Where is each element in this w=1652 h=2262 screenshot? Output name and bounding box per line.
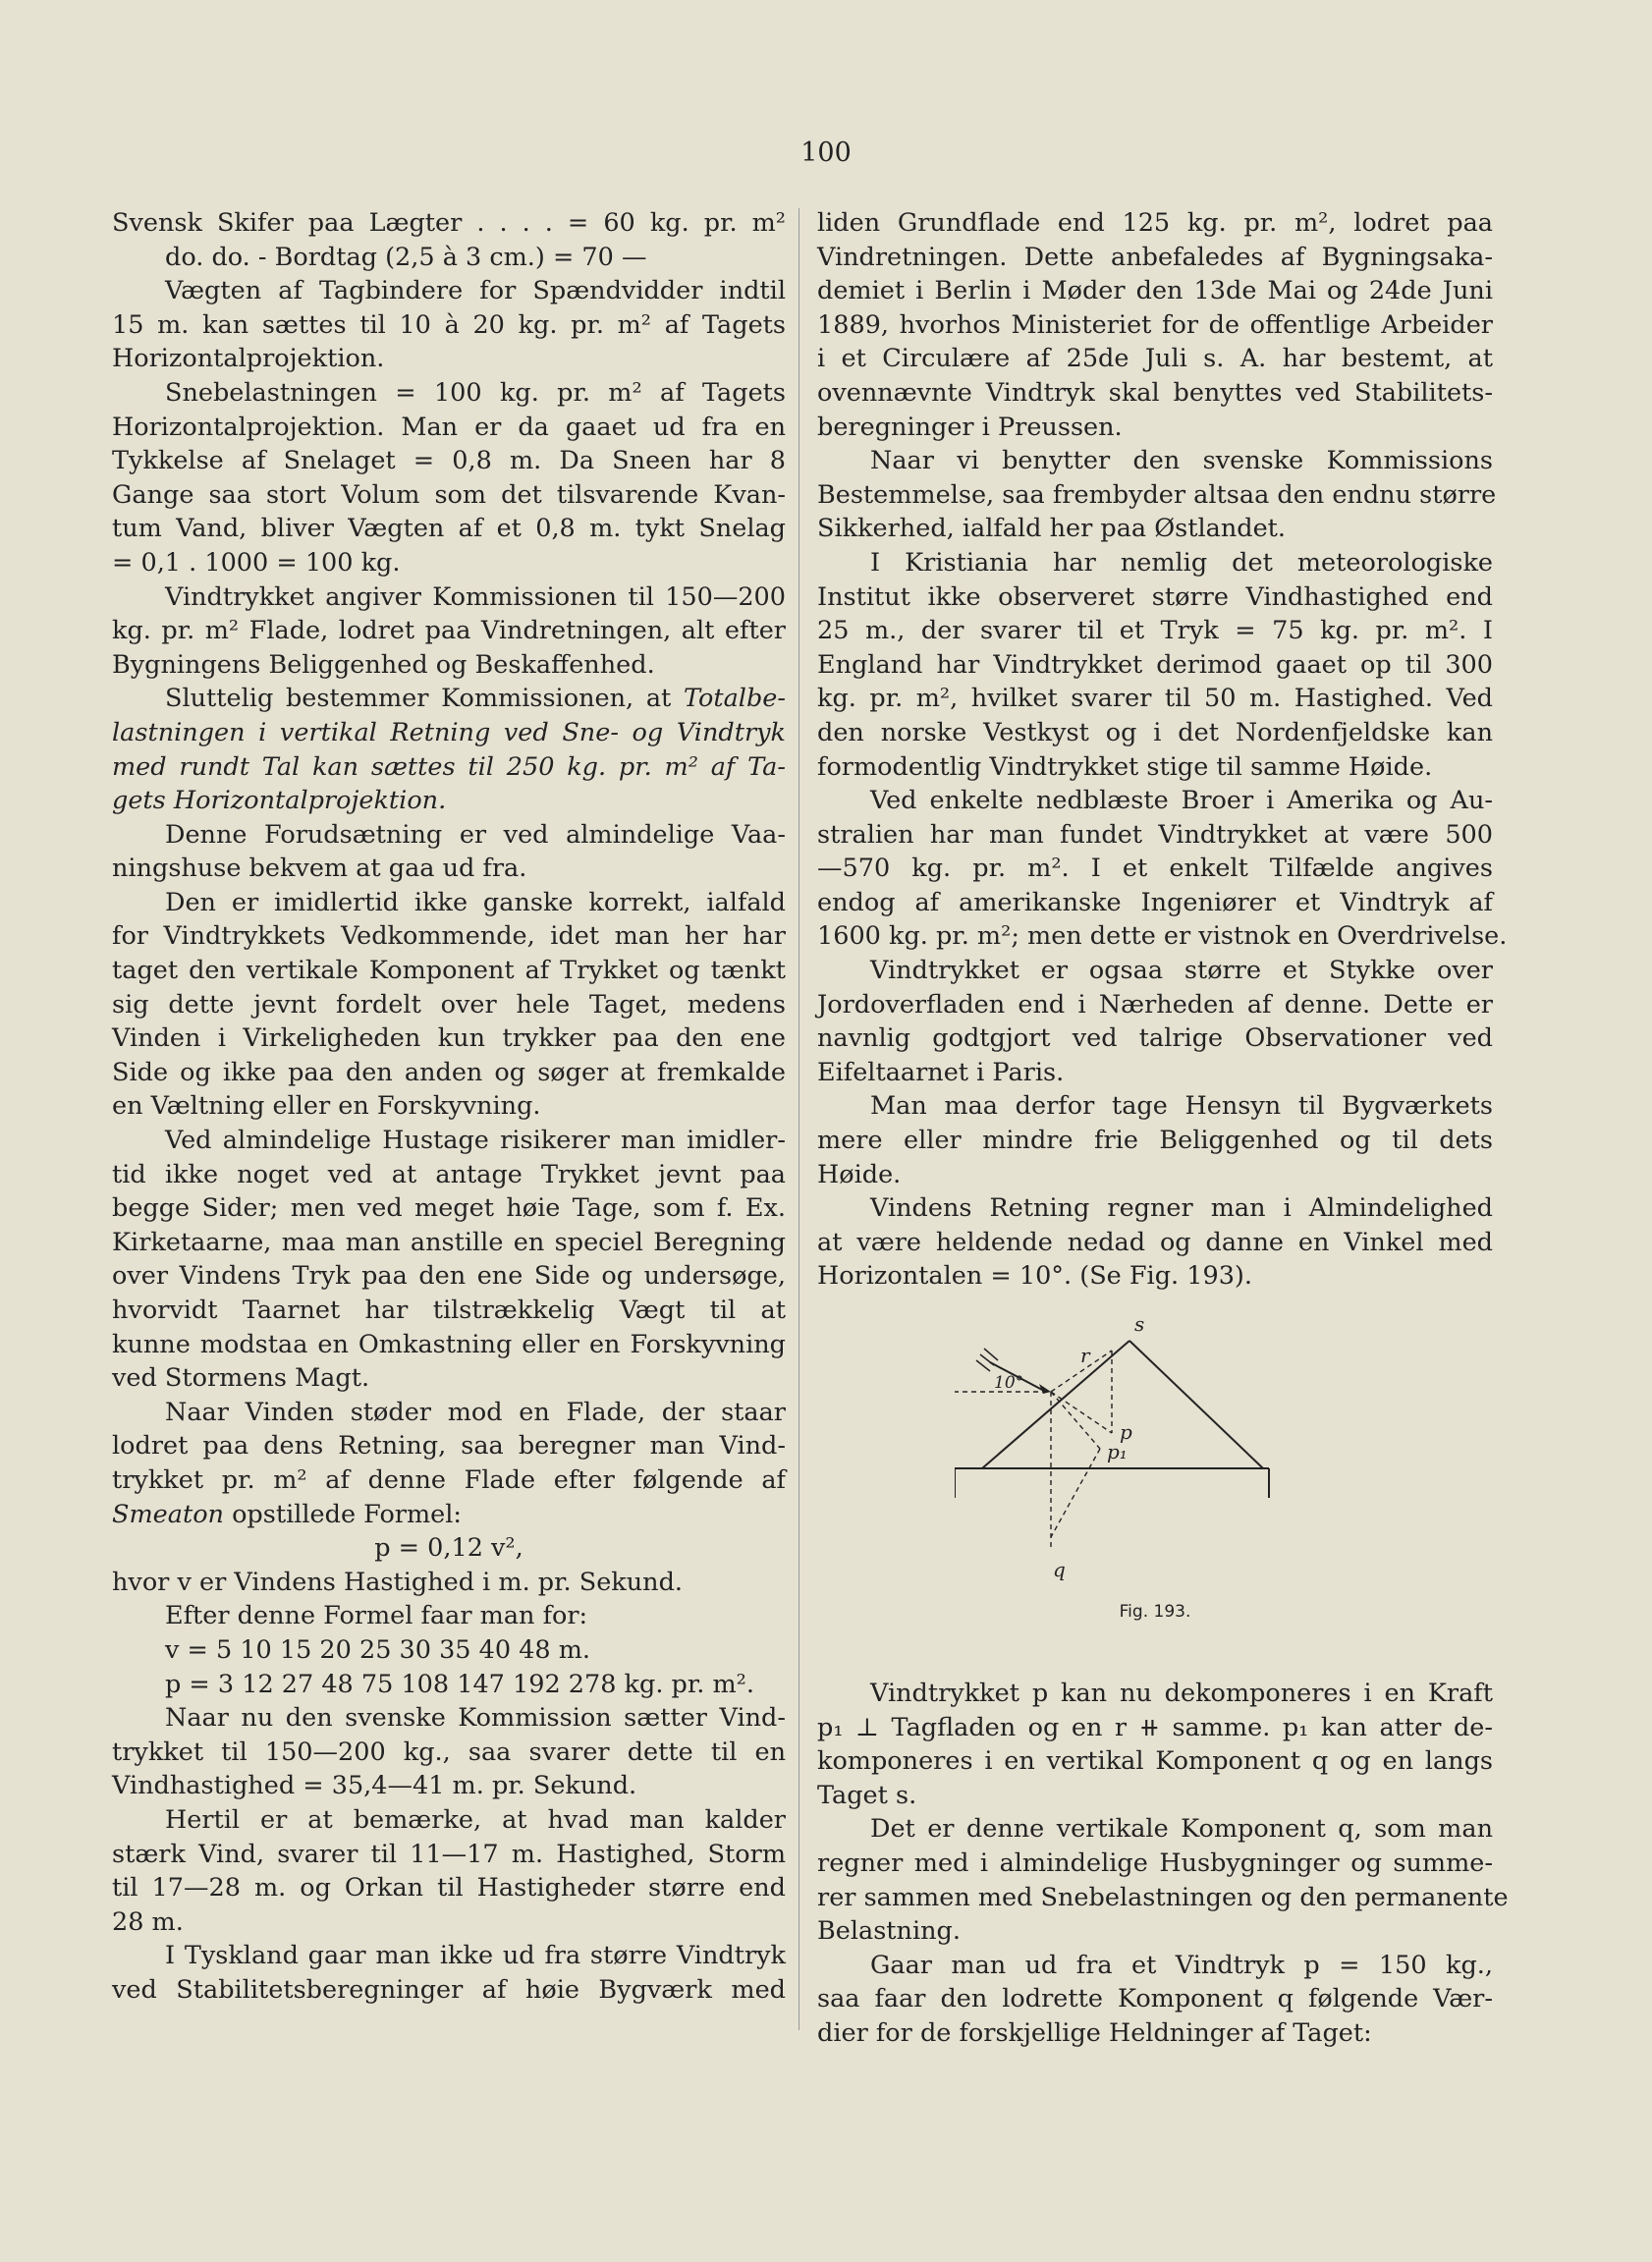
text-line: —570 kg. pr. m². I et enkelt Tilfælde angives xyxy=(817,854,1493,884)
text-line: England har Vindtrykket derimod gaaet op til 300 xyxy=(817,649,1493,680)
label-angle: 10° xyxy=(994,1373,1024,1393)
text-line: Ved almindelige Hustage risikerer man imidler- xyxy=(165,1126,786,1156)
text-line: liden Grundflade end 125 kg. pr. m², lodret paa xyxy=(817,208,1493,238)
text-line: Vinden i Virkeligheden kun trykker paa den ene xyxy=(112,1023,786,1054)
text-line: ved Stormens Magt. xyxy=(112,1363,370,1394)
text-line: v = 5 10 15 20 25 30 35 40 48 m. xyxy=(165,1634,591,1665)
text-line: ningshuse bekvem at gaa ud fra. xyxy=(112,854,527,884)
italic-run: gets Horizontalprojektion. xyxy=(112,786,447,816)
text-line: til 17—28 m. og Orkan til Hastigheder større end xyxy=(112,1873,786,1903)
text-line: hvorvidt Taarnet har tilstrækkelig Vægt til at xyxy=(112,1296,786,1325)
left-column xyxy=(112,206,786,2007)
label-p: p xyxy=(1120,1420,1132,1444)
text-line: tum Vand, bliver Vægten af et 0,8 m. tykt Snelag xyxy=(112,514,786,544)
text-line: Naar nu den svenske Kommission sætter Vind- xyxy=(165,1703,786,1734)
text-line: Man maa derfor tage Hensyn til Bygværkets xyxy=(870,1091,1493,1122)
text-line: Naar Vinden støder mod en Flade, der staar xyxy=(165,1397,786,1427)
text-line: Efter denne Formel faar man for: xyxy=(165,1601,588,1631)
component-p1-line xyxy=(1051,1392,1100,1449)
text-line: Vindretningen. Dette anbefaledes af Bygningsaka- xyxy=(817,242,1493,272)
page-number: 100 xyxy=(800,138,852,168)
text-line: navnlig godtgjort ved talrige Observationer ved xyxy=(817,1023,1493,1054)
text-line xyxy=(112,1498,786,1532)
text-line: den norske Vestkyst og i det Nordenfjeldske kan xyxy=(817,717,1493,747)
text-line: for Vindtrykkets Vedkommende, idet man her har xyxy=(112,921,786,952)
text-line: Naar vi benytter den svenske Kommissions xyxy=(870,446,1493,476)
text-line: Horizontalprojektion. xyxy=(112,344,385,374)
figure-193 xyxy=(817,1303,1493,1641)
text-line: dier for de forskjellige Heldninger af Taget: xyxy=(817,2017,1372,2048)
text-line: ovennævnte Vindtryk skal benyttes ved Stabilitets- xyxy=(817,377,1493,408)
text-line: Horizontalprojektion. Man er da gaaet ud fra en xyxy=(112,412,786,442)
text-run: opstillede Formel: xyxy=(223,1499,463,1529)
label-s: s xyxy=(1134,1312,1145,1336)
text-line: 1600 kg. pr. m²; men dette er vistnok en Overdrivelse. xyxy=(817,921,1508,952)
text-line: taget den vertikale Komponent af Trykket og tænkt xyxy=(112,956,786,986)
roof-right-slope xyxy=(1129,1341,1263,1468)
text-line: Eifeltaarnet i Paris. xyxy=(817,1057,1065,1087)
text-line: Vindens Retning regner man i Almindelighed xyxy=(870,1193,1493,1224)
label-q: q xyxy=(1053,1558,1066,1581)
text-line: 25 m., der svarer til et Tryk = 75 kg. pr. m². I xyxy=(817,616,1493,646)
text-line: Vindhastighed = 35,4—41 m. pr. Sekund. xyxy=(112,1771,637,1801)
text-line: p = 0,12 v², xyxy=(374,1533,523,1564)
right-column xyxy=(817,206,1509,2051)
text-line: tid ikke noget ved at antage Trykket jevnt paa xyxy=(112,1159,786,1189)
label-p1: p₁ xyxy=(1107,1440,1128,1463)
text-line: over Vindens Tryk paa den ene Side og undersøge, xyxy=(112,1261,786,1292)
wind-arrow-feathers xyxy=(976,1349,998,1371)
component-s-line xyxy=(1051,1449,1100,1537)
italic-run: Totalbe- xyxy=(683,684,786,714)
text-line: sig dette jevnt fordelt over hele Taget, medens xyxy=(112,989,786,1020)
text-line: Det er denne vertikale Komponent q, som man xyxy=(870,1814,1493,1845)
text-line: I Kristiania har nemlig det meteorologiske xyxy=(870,547,1493,578)
text-line: Snebelastningen = 100 kg. pr. m² af Tagets xyxy=(165,377,786,408)
text-line: Taget s. xyxy=(817,1780,917,1810)
text-line: lodret paa dens Retning, saa beregner man Vind- xyxy=(112,1431,786,1462)
text-line: komponeres i en vertikal Komponent q og en langs xyxy=(817,1746,1493,1777)
right-column-text-bottom xyxy=(817,1677,1509,2051)
text-line: trykket til 150—200 kg., saa svarer dette til en xyxy=(112,1737,786,1767)
text-line: trykket pr. m² af denne Flade efter følgende af xyxy=(112,1464,786,1495)
text-line: Hertil er at bemærke, at hvad man kalder xyxy=(165,1804,786,1835)
text-line: endog af amerikanske Ingeniører et Vindtryk af xyxy=(817,887,1493,917)
text-line: Tykkelse af Snelaget = 0,8 m. Da Sneen har 8 xyxy=(112,446,786,476)
text-line: demiet i Berlin i Møder den 13de Mai og 24de Juni xyxy=(817,276,1493,306)
text-line: Den er imidlertid ikke ganske korrekt, ialfald xyxy=(165,887,786,917)
text-line: Bestemmelse, saa frembyder altsaa den endnu større xyxy=(817,479,1497,510)
text-line: 28 m. xyxy=(112,1906,184,1937)
text-line: regner med i almindelige Husbygninger og summe- xyxy=(817,1848,1493,1878)
text-line: Side og ikke paa den anden og søger at fremkalde xyxy=(112,1057,786,1087)
text-line: Sikkerhed, ialfald her paa Østlandet. xyxy=(817,514,1287,544)
text-line xyxy=(112,716,786,750)
italic-run: med rundt Tal kan sættes til 250 kg. pr. m² af Ta- xyxy=(112,751,786,782)
text-line: = 0,1 . 1000 = 100 kg. xyxy=(112,547,401,578)
text-line: Belastning. xyxy=(817,1916,961,1947)
text-line xyxy=(112,682,786,716)
text-line: ved Stabilitetsberegninger af høie Bygværk med xyxy=(112,1974,786,2005)
text-line: formodentlig Vindtrykket stige til samme Høide. xyxy=(817,751,1433,782)
label-r: r xyxy=(1080,1344,1090,1367)
italic-run: lastningen i vertikal Retning ved Sne- og Vindtryk xyxy=(112,717,786,747)
text-line: rer sammen med Snebelastningen og den permanente xyxy=(817,1882,1509,1912)
text-line: stralien har man fundet Vindtrykket at være 500 xyxy=(817,819,1493,850)
text-line: Institut ikke observeret større Vindhastighed end xyxy=(817,581,1493,612)
text-line: p = 3 12 27 48 75 108 147 192 278 kg. pr. m². xyxy=(165,1669,754,1699)
text-line xyxy=(112,750,786,785)
text-line: Ved enkelte nedblæste Broer i Amerika og Au- xyxy=(870,786,1493,816)
text-line: saa faar den lodrette Komponent q følgende Vær- xyxy=(817,1984,1493,2014)
text-line: kg. pr. m² Flade, lodret paa Vindretningen, alt efter xyxy=(112,616,786,646)
roof-wind-diagram xyxy=(955,1311,1348,1596)
text-line: begge Sider; men ved meget høie Tage, som f. Ex. xyxy=(112,1193,786,1224)
text-line: p₁ ⊥ Tagfladen og en r ⧺ samme. p₁ kan atter de- xyxy=(817,1712,1493,1742)
text-line: Kirketaarne, maa man anstille en speciel Beregning xyxy=(112,1227,786,1257)
text-line: Horizontalen = 10°. (Se Fig. 193). xyxy=(817,1261,1252,1292)
italic-run: Smeaton xyxy=(112,1499,224,1529)
text-line: Jordoverfladen end i Nærheden af denne. Dette er xyxy=(817,989,1493,1020)
text-line: mere eller mindre frie Beliggenhed og til dets xyxy=(817,1126,1493,1156)
text-line: I Tyskland gaar man ikke ud fra større Vindtryk xyxy=(165,1941,786,1971)
right-column-text-top xyxy=(817,206,1508,1294)
text-line: Høide. xyxy=(817,1159,902,1189)
column-divider xyxy=(798,208,799,2030)
figure-caption: Fig. 193. xyxy=(1119,1602,1191,1622)
text-line: Gange saa stort Volum som det tilsvarende Kvan- xyxy=(112,479,786,510)
text-line xyxy=(112,784,786,818)
text-line: Gaar man ud fra et Vindtryk p = 150 kg., xyxy=(870,1950,1493,1980)
text-line: i et Circulære af 25de Juli s. A. har bestemt, at xyxy=(817,344,1493,374)
text-line: Vægten af Tagbindere for Spændvidder indtil xyxy=(165,276,786,306)
text-run: Sluttelig bestemmer Kommissionen, at xyxy=(165,684,684,714)
text-line: Svensk Skifer paa Lægter . . . . = 60 kg. pr. m² xyxy=(112,208,786,238)
text-line: Vindtrykket er ogsaa større et Stykke over xyxy=(870,956,1493,986)
text-line: Vindtrykket angiver Kommissionen til 150—200 xyxy=(165,581,786,612)
text-line: en Væltning eller en Forskyvning. xyxy=(112,1091,541,1122)
text-line: kunne modstaa en Omkastning eller en Forskyvning xyxy=(112,1329,786,1359)
text-line: beregninger i Preussen. xyxy=(817,412,1123,442)
text-line: at være heldende nedad og danne en Vinkel med xyxy=(817,1227,1493,1257)
text-line: do. do. - Bordtag (2,5 à 3 cm.) = 70 — xyxy=(165,242,647,272)
text-line: 15 m. kan sættes til 10 à 20 kg. pr. m² af Tagets xyxy=(112,309,786,340)
text-line: stærk Vind, svarer til 11—17 m. Hastighed, Storm xyxy=(112,1839,786,1869)
text-line: Denne Forudsætning er ved almindelige Vaa- xyxy=(165,819,786,850)
text-line: Vindtrykket p kan nu dekomponeres i en Kraft xyxy=(870,1679,1493,1708)
text-line: kg. pr. m², hvilket svarer til 50 m. Hastighed. Ved xyxy=(817,684,1493,714)
text-line: hvor v er Vindens Hastighed i m. pr. Sekund. xyxy=(112,1567,684,1597)
text-line: 1889, hvorhos Ministeriet for de offentlige Arbeider xyxy=(817,309,1493,340)
text-line: Bygningens Beliggenhed og Beskaffenhed. xyxy=(112,649,655,680)
